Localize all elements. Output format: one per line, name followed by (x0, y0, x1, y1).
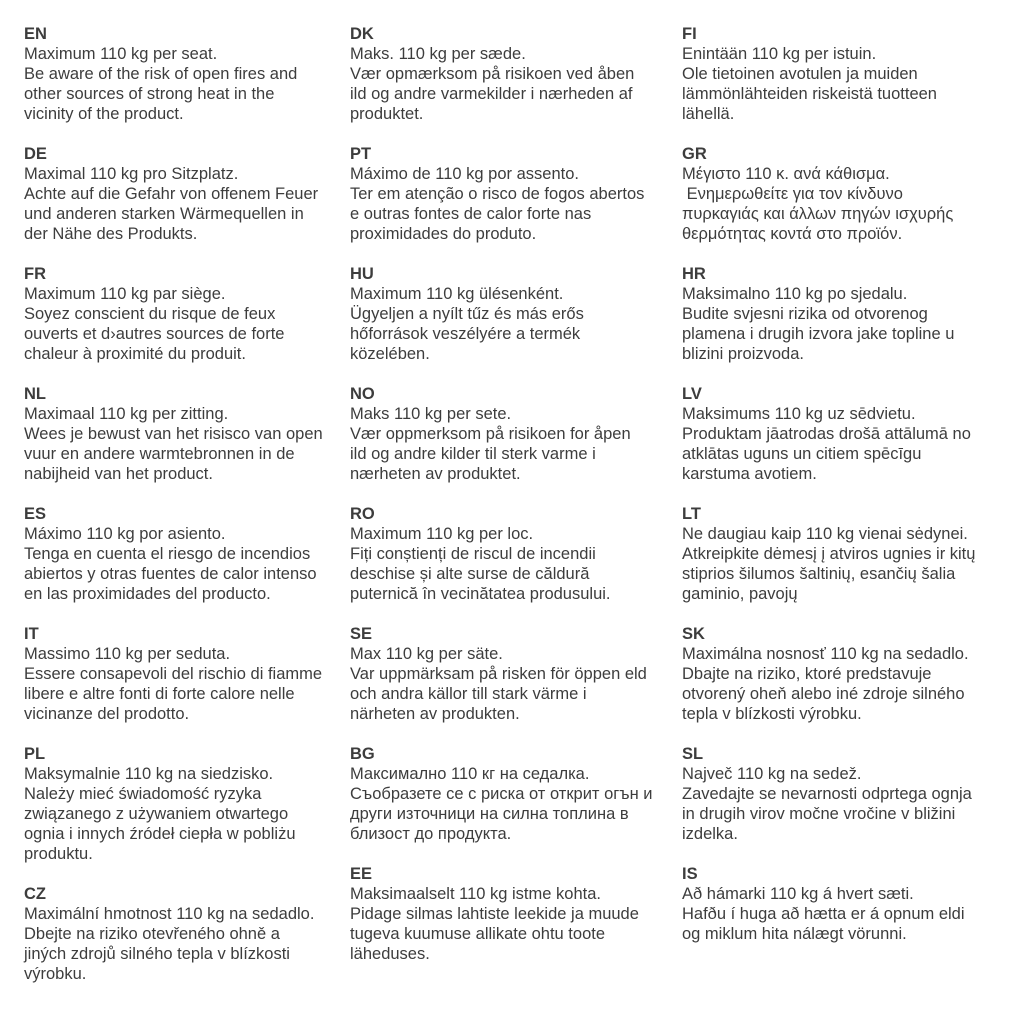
text-line: Maximal 110 kg pro Sitzplatz. (24, 165, 239, 183)
text-line: Máximo 110 kg por asiento. (24, 525, 226, 543)
text-line: Maximum 110 kg per seat. (24, 45, 218, 63)
language-block-lv (682, 384, 1016, 484)
language-block-ro (350, 504, 680, 604)
text-line: Ne daugiau kaip 110 kg vienai sėdynei. (682, 525, 968, 543)
text-line: Max 110 kg per säte. (350, 645, 503, 663)
text-line: други източници на силна топлина в (350, 805, 629, 823)
text-line: Maksimums 110 kg uz sēdvietu. (682, 405, 916, 423)
text-line: Ole tietoinen avotulen ja muiden (682, 65, 918, 83)
text-line: Var uppmärksam på risken för öppen eld (350, 665, 647, 683)
language-code: ES (24, 505, 47, 523)
text-line: Be aware of the risk of open fires and (24, 65, 298, 83)
language-block-pt (350, 144, 680, 244)
language-block-fr (24, 264, 350, 364)
text-line: ognia i innych źródeł ciepła w pobliżu (24, 825, 296, 843)
text-line: Ter em atenção o risco de fogos abertos (350, 185, 645, 203)
text-line: produktet. (350, 105, 424, 123)
text-line: близост до продукта. (350, 825, 512, 843)
text-line: tepla v blízkosti výrobku. (682, 705, 862, 723)
text-column-3 (682, 24, 1016, 964)
text-line: közelében. (350, 345, 430, 363)
text-line: výrobku. (24, 965, 87, 983)
text-line: Ενημερωθείτε για τον κίνδυνο (682, 185, 903, 203)
text-line: ild og andre kilder til sterk varme i (350, 445, 596, 463)
text-line: plamena i drugih izvora jake topline u (682, 325, 955, 343)
language-block-bg (350, 744, 680, 844)
language-code: LV (682, 385, 702, 403)
text-line: Največ 110 kg na sedež. (682, 765, 862, 783)
text-line: nabijheid van het product. (24, 465, 213, 483)
text-line: Hafðu í huga að hætta er á opnum eldi (682, 905, 965, 923)
text-line: Съобразете се с риска от открит огън и (350, 785, 653, 803)
text-line: Maksimalno 110 kg po sjedalu. (682, 285, 908, 303)
text-line: in drugih virov močne vročine v bližini (682, 805, 956, 823)
text-line: ouverts et d›autres sources de forte (24, 325, 285, 343)
text-line: Essere consapevoli del rischio di fiamme (24, 665, 323, 683)
language-code: IS (682, 865, 698, 883)
text-line: vuur en andere warmtebronnen in de (24, 445, 295, 463)
text-line: Budite svjesni rizika od otvorenog (682, 305, 928, 323)
text-line: deschise și alte surse de căldură (350, 565, 590, 583)
language-block-sk (682, 624, 1016, 724)
text-line: Maksimaalselt 110 kg istme kohta. (350, 885, 601, 903)
language-code: PT (350, 145, 372, 163)
text-line: Wees je bewust van het risisco van open (24, 425, 323, 443)
language-code: NO (350, 385, 375, 403)
text-line: Dbajte na riziko, ktoré predstavuje (682, 665, 932, 683)
text-line: Максимално 110 кг на седалка. (350, 765, 590, 783)
text-line: ild og andre varmekilder i nærheden af (350, 85, 633, 103)
text-line: tugeva kuumuse allikate ohtu toote (350, 925, 606, 943)
text-column-1 (24, 24, 350, 1004)
language-block-hr (682, 264, 1016, 364)
text-line: Soyez conscient du risque de feux (24, 305, 276, 323)
language-block-de (24, 144, 350, 244)
text-line: Należy mieć świadomość ryzyka (24, 785, 262, 803)
language-block-se (350, 624, 680, 724)
language-block-nl (24, 384, 350, 484)
text-line: Maks. 110 kg per sæde. (350, 45, 526, 63)
language-code: EE (350, 865, 373, 883)
text-line: Máximo de 110 kg por assento. (350, 165, 579, 183)
text-line: θερμότητας κοντά στο προϊόν. (682, 225, 903, 243)
language-code: EN (24, 25, 47, 43)
text-line: Maximálna nosnosť 110 kg na sedadlo. (682, 645, 969, 663)
text-line: hőforrások veszélyére a termék (350, 325, 581, 343)
text-line: atklātas uguns un citiem spēcīgu (682, 445, 922, 463)
text-line: e outras fontes de calor forte nas (350, 205, 592, 223)
text-line: og miklum hita nálægt vörunni. (682, 925, 907, 943)
language-code: HR (682, 265, 706, 283)
text-line: związanego z używaniem otwartego (24, 805, 289, 823)
text-line: Fiți conștienți de riscul de incendii (350, 545, 596, 563)
text-line: lähellä. (682, 105, 735, 123)
text-line: proximidades do produto. (350, 225, 537, 243)
language-code: HU (350, 265, 374, 283)
text-line: Maximaal 110 kg per zitting. (24, 405, 229, 423)
language-block-fi (682, 24, 1016, 124)
language-block-gr (682, 144, 1016, 244)
text-line: izdelka. (682, 825, 738, 843)
language-code: DE (24, 145, 47, 163)
text-line: Pidage silmas lahtiste leekide ja muude (350, 905, 639, 923)
language-block-is (682, 864, 1016, 944)
language-block-pl (24, 744, 350, 864)
text-line: stiprios šilumos šaltinių, esančių šalia (682, 565, 956, 583)
language-code: IT (24, 625, 39, 643)
text-line: puternică în vecinătatea produsului. (350, 585, 611, 603)
text-line: Atkreipkite dėmesį į atviros ugnies ir kitų (682, 545, 976, 563)
text-line: der Nähe des Produkts. (24, 225, 198, 243)
text-line: Maximum 110 kg ülésenként. (350, 285, 564, 303)
language-code: FR (24, 265, 46, 283)
language-code: RO (350, 505, 375, 523)
text-line: jiných zdrojů silného tepla v blízkosti (24, 945, 290, 963)
text-line: Tenga en cuenta el riesgo de incendios (24, 545, 311, 563)
text-line: Maksymalnie 110 kg na siedzisko. (24, 765, 274, 783)
text-line: Maks 110 kg per sete. (350, 405, 512, 423)
language-code: FI (682, 25, 697, 43)
language-code: SK (682, 625, 705, 643)
text-line: nærheten av produktet. (350, 465, 521, 483)
language-block-cz (24, 884, 350, 984)
text-line: Að hámarki 110 kg á hvert sæti. (682, 885, 914, 903)
text-line: Ügyeljen a nyílt tűz és más erős (350, 305, 584, 323)
language-block-dk (350, 24, 680, 124)
text-line: lämmönlähteiden riskeistä tuotteen (682, 85, 937, 103)
language-code: CZ (24, 885, 46, 903)
text-line: und anderen starken Wärmequellen in (24, 205, 304, 223)
text-line: Produktam jāatrodas drošā attālumā no (682, 425, 971, 443)
text-line: Vær opmærksom på risikoen ved åben (350, 65, 635, 83)
text-line: Massimo 110 kg per seduta. (24, 645, 231, 663)
text-line: och andra källor till stark värme i (350, 685, 587, 703)
language-code: BG (350, 745, 375, 763)
text-line: otvorený oheň alebo iné zdroje silného (682, 685, 965, 703)
text-line: läheduses. (350, 945, 430, 963)
text-line: blizini proizvoda. (682, 345, 804, 363)
language-block-no (350, 384, 680, 484)
text-line: libere e altre fonti di forte calore nelle (24, 685, 295, 703)
text-line: vicinity of the product. (24, 105, 184, 123)
text-line: Dbejte na riziko otevřeného ohně a (24, 925, 280, 943)
text-line: en las proximidades del producto. (24, 585, 271, 603)
text-line: karstuma avotiem. (682, 465, 817, 483)
language-block-ee (350, 864, 680, 964)
language-code: SE (350, 625, 373, 643)
language-code: GR (682, 145, 707, 163)
language-block-sl (682, 744, 1016, 844)
language-block-lt (682, 504, 1016, 604)
text-line: produktu. (24, 845, 93, 863)
text-line: other sources of strong heat in the (24, 85, 275, 103)
text-line: πυρκαγιάς και άλλων πηγών ισχυρής (682, 205, 954, 223)
language-code: SL (682, 745, 704, 763)
language-block-en (24, 24, 350, 124)
language-code: LT (682, 505, 701, 523)
text-line: Zavedajte se nevarnosti odprtega ognja (682, 785, 972, 803)
text-line: Achte auf die Gefahr von offenem Feuer (24, 185, 319, 203)
text-line: Maximum 110 kg per loc. (350, 525, 534, 543)
language-block-hu (350, 264, 680, 364)
text-line: Enintään 110 kg per istuin. (682, 45, 877, 63)
text-column-2 (350, 24, 680, 984)
text-line: abiertos y otras fuentes de calor intenso (24, 565, 317, 583)
text-line: Vær oppmerksom på risikoen for åpen (350, 425, 631, 443)
text-line: gaminio, pavojų (682, 585, 798, 603)
language-block-es (24, 504, 350, 604)
text-line: närheten av produkten. (350, 705, 520, 723)
text-line: Μέγιστο 110 κ. ανά κάθισμα. (682, 165, 890, 183)
text-line: vicinanze del prodotto. (24, 705, 190, 723)
text-line: chaleur à proximité du produit. (24, 345, 246, 363)
language-block-it (24, 624, 350, 724)
text-line: Maximum 110 kg par siège. (24, 285, 226, 303)
language-code: NL (24, 385, 46, 403)
text-line: Maximální hmotnost 110 kg na sedadlo. (24, 905, 315, 923)
language-code: PL (24, 745, 46, 763)
language-code: DK (350, 25, 374, 43)
